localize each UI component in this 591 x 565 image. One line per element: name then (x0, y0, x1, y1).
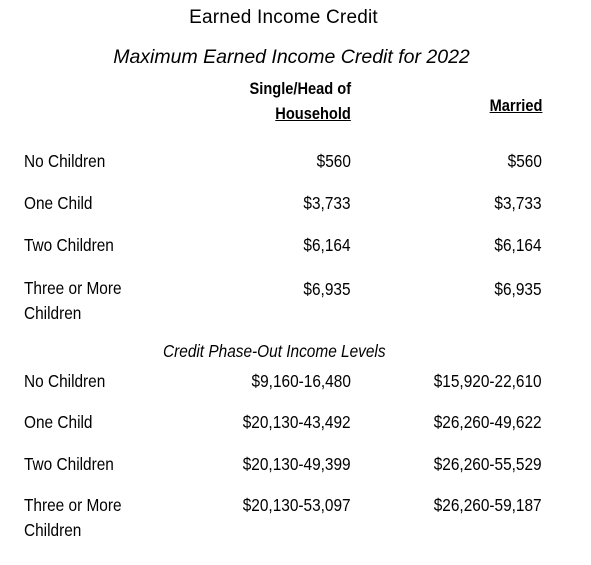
phase-out-single-value: $20,130-53,097 (243, 495, 351, 515)
column-header-single-line1: Single/Head of (249, 79, 351, 98)
column-header-married: Married (489, 96, 542, 115)
max-credit-row-label: No Children (24, 151, 106, 171)
phase-out-single-value: $20,130-49,399 (243, 454, 351, 474)
phase-out-heading: Credit Phase-Out Income Levels (163, 341, 386, 361)
max-credit-single-value: $6,164 (303, 235, 351, 255)
phase-out-row-label: No Children (24, 371, 106, 391)
max-credit-row-label: Two Children (24, 235, 114, 255)
phase-out-row-label: One Child (24, 412, 93, 432)
phase-out-row-label: Two Children (24, 454, 114, 474)
phase-out-married-value: $15,920-22,610 (434, 371, 542, 391)
column-header-single-line2: Household (275, 104, 351, 123)
phase-out-single-value: $20,130-43,492 (243, 412, 351, 432)
max-credit-married-value: $560 (507, 151, 542, 171)
max-credit-single-value: $3,733 (303, 193, 351, 213)
phase-out-married-value: $26,260-59,187 (434, 495, 542, 515)
max-credit-married-value: $6,164 (494, 235, 542, 255)
max-credit-row-label: Three or More Children (24, 278, 122, 323)
max-credit-married-value: $6,935 (494, 279, 542, 299)
max-credit-single-value: $6,935 (303, 279, 351, 299)
phase-out-married-value: $26,260-55,529 (434, 454, 542, 474)
phase-out-single-value: $9,160-16,480 (251, 371, 351, 391)
page-title: Earned Income Credit (189, 7, 378, 28)
phase-out-married-value: $26,260-49,622 (434, 412, 542, 432)
max-credit-married-value: $3,733 (494, 193, 542, 213)
max-credit-row-label: One Child (24, 193, 93, 213)
phase-out-row-label: Three or More Children (24, 495, 122, 540)
table-subtitle: Maximum Earned Income Credit for 2022 (113, 46, 470, 68)
max-credit-single-value: $560 (316, 151, 351, 171)
